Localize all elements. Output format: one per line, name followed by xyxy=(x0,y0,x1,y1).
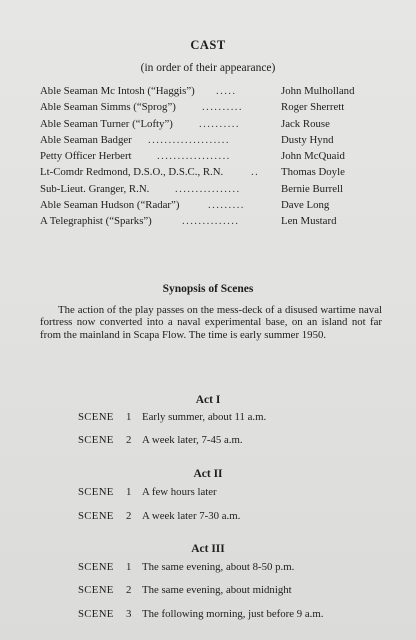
leader-dots: .................. xyxy=(157,150,231,163)
scene-label: SCENE xyxy=(78,608,114,620)
cast-role: Petty Officer Herbert xyxy=(40,150,132,163)
leader-dots: .......... xyxy=(199,117,240,130)
cast-role: Able Seaman Simms (“Sprog”) xyxy=(40,101,176,114)
scene-label: SCENE xyxy=(78,584,114,596)
cast-entry xyxy=(40,197,380,213)
scene-description: A week later 7-30 a.m. xyxy=(142,510,241,522)
scene-description: The same evening, about 8-50 p.m. xyxy=(142,561,295,573)
scene-number: 2 xyxy=(126,584,132,596)
scene-label: SCENE xyxy=(78,411,114,423)
cast-role: Able Seaman Hudson (“Radar”) xyxy=(40,199,180,212)
scene-number: 1 xyxy=(126,561,132,573)
cast-entry xyxy=(40,99,380,115)
leader-dots: ..... xyxy=(216,85,237,97)
leader-dots: .......... xyxy=(202,101,243,114)
scene-number: 2 xyxy=(126,510,132,522)
cast-subtitle: (in order of their appearance) xyxy=(140,62,276,74)
leader-dots: .............. xyxy=(182,215,240,228)
scene-number: 2 xyxy=(126,434,132,446)
scene-label: SCENE xyxy=(78,561,114,573)
scene-row xyxy=(78,434,243,446)
scene-number: 1 xyxy=(126,411,132,423)
cast-actor: Dusty Hynd xyxy=(281,133,334,146)
cast-actor: Thomas Doyle xyxy=(281,166,345,179)
cast-heading: CAST xyxy=(190,38,226,52)
cast-actor: Roger Sherrett xyxy=(281,101,345,114)
cast-role: Sub-Lieut. Granger, R.N. xyxy=(40,182,150,195)
scene-label: SCENE xyxy=(78,510,114,522)
scene-row xyxy=(78,608,323,620)
cast-actor: John Mulholland xyxy=(281,85,355,97)
scene-description: The following morning, just before 9 a.m. xyxy=(142,608,324,620)
scene-row xyxy=(78,486,217,498)
leader-dots: ................ xyxy=(175,182,241,195)
act-heading: Act I xyxy=(195,394,221,406)
scene-row xyxy=(78,561,294,573)
cast-list xyxy=(40,83,380,230)
scene-row xyxy=(78,510,240,522)
cast-entry xyxy=(40,181,380,197)
synopsis-paragraph: The action of the play passes on the mess-deck of a disused wartime naval fortress now converted into a naval experimental base, on an island not far from the mainland in Scapa Flow. The time is early summer 1950. xyxy=(40,304,382,341)
scene-number: 3 xyxy=(126,608,132,620)
cast-role: Able Seaman Turner (“Lofty”) xyxy=(40,117,173,130)
synopsis-heading: Synopsis of Scenes xyxy=(162,283,254,295)
cast-actor: John McQuaid xyxy=(281,150,345,163)
cast-actor: Jack Rouse xyxy=(281,117,330,130)
cast-entry xyxy=(40,83,380,99)
scene-description: A few hours later xyxy=(142,486,217,498)
cast-role: Lt-Comdr Redmond, D.S.O., D.S.C., R.N. xyxy=(40,166,224,179)
scene-row xyxy=(78,411,266,423)
scene-label: SCENE xyxy=(78,486,114,498)
cast-entry xyxy=(40,164,380,180)
cast-entry xyxy=(40,148,380,164)
cast-role: Able Seaman Badger xyxy=(40,133,132,146)
leader-dots: .................... xyxy=(148,133,230,146)
leader-dots: .. xyxy=(251,166,260,179)
cast-actor: Len Mustard xyxy=(281,215,337,228)
scene-description: The same evening, about midnight xyxy=(142,584,292,596)
scene-number: 1 xyxy=(126,486,132,498)
act-heading: Act II xyxy=(193,468,223,480)
cast-entry xyxy=(40,132,380,148)
scene-label: SCENE xyxy=(78,434,114,446)
act-heading: Act III xyxy=(191,543,225,555)
cast-role: Able Seaman Mc Intosh (“Haggis”) xyxy=(40,85,195,97)
scene-row xyxy=(78,584,292,596)
cast-actor: Dave Long xyxy=(281,199,330,212)
scene-description: A week later, 7-45 a.m. xyxy=(142,434,243,446)
cast-entry xyxy=(40,213,380,229)
leader-dots: ......... xyxy=(208,199,245,212)
cast-actor: Bernie Burrell xyxy=(281,182,344,195)
cast-role: A Telegraphist (“Sparks”) xyxy=(40,215,152,228)
scene-description: Early summer, about 11 a.m. xyxy=(142,411,267,423)
cast-entry xyxy=(40,116,380,132)
